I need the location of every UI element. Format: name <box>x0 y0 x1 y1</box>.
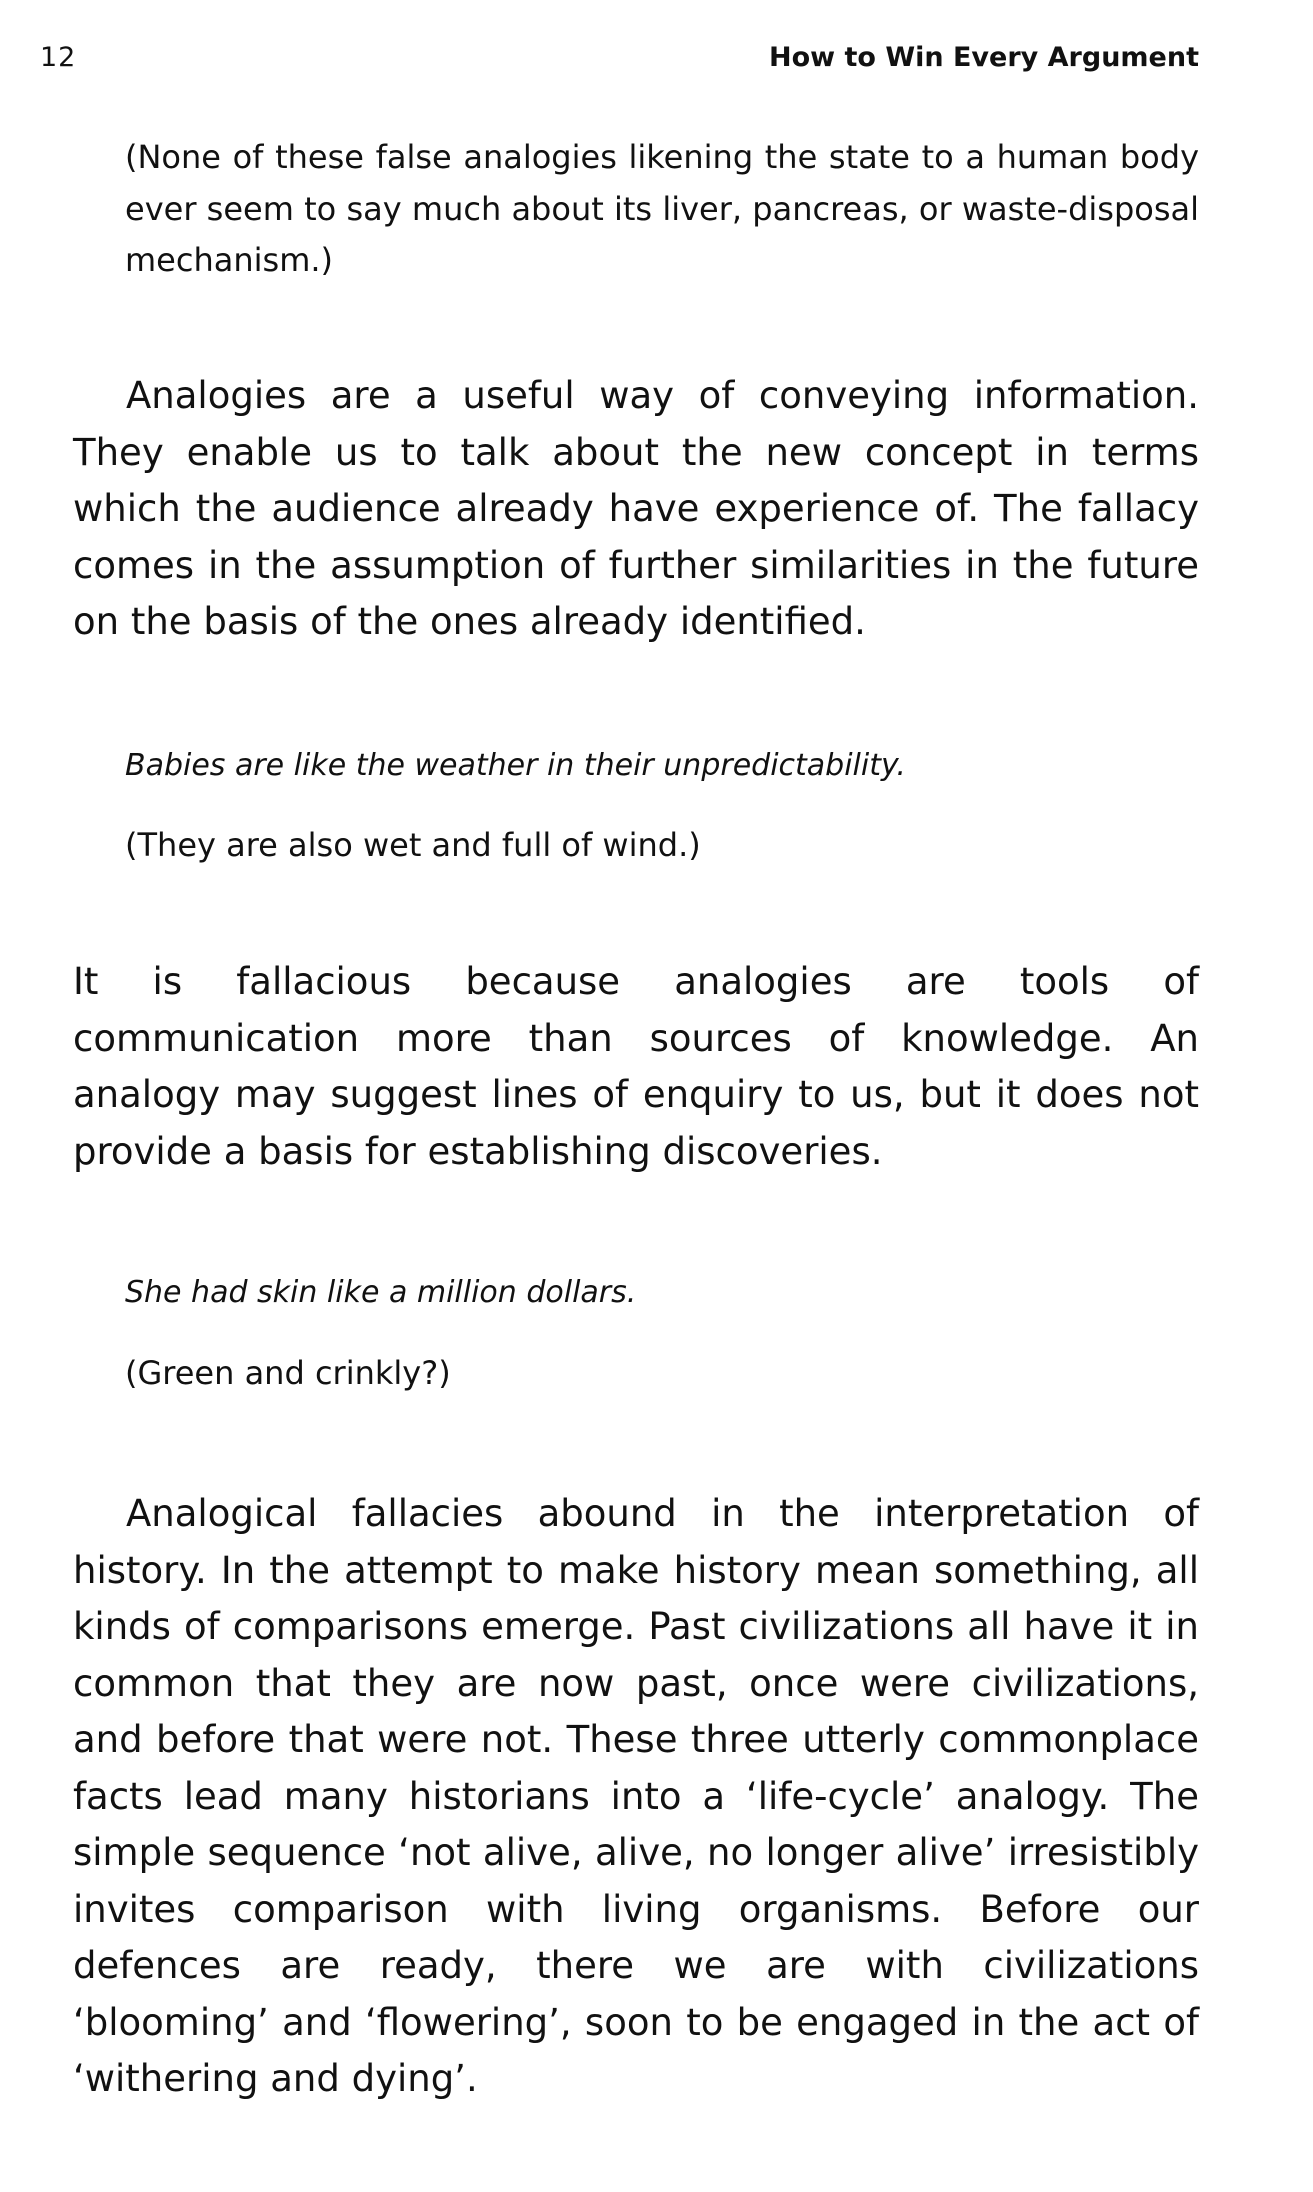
example-comment-2: (Green and crinkly?) <box>125 1354 451 1392</box>
aside-note <box>125 132 1199 287</box>
body-paragraph-2 <box>73 954 1199 1180</box>
aside-note-text: (None of these false analogies likening the state to a human body ever seem to say much about its liver, pancreas, or waste-disposal mechanism.) <box>125 138 1199 279</box>
example-quote-2: She had skin like a million dollars. <box>125 1275 637 1310</box>
paragraph-text: Analogical fallacies abound in the interpretation of history. In the attempt to make history mean something, all kinds of comparisons emerge. Past civilizations all have it in common that they are now past, once were civilizations, and before that were not. These three utterly commonplace facts lead many historians into a ‘life-cycle’ analogy. The simple sequence ‘not alive, alive, no longer alive’ irresistibly invites comparison with living organisms. Before our defences are ready, there we are with civilizations ‘blooming’ and ‘flowering’, soon to be engaged in the act of ‘withering and dying’. <box>73 1492 1199 2100</box>
example-quote-1: Babies are like the weather in their unpredictability. <box>125 748 906 783</box>
running-head-title: How to Win Every Argument <box>768 42 1199 73</box>
body-paragraph-1 <box>73 368 1199 651</box>
body-paragraph-3 <box>73 1486 1199 2108</box>
paragraph-text: Analogies are a useful way of conveying information. They enable us to talk about the new concept in terms which the audience already have experience of. The fallacy comes in the assumption of further similarities in the future on the basis of the ones already identified. <box>73 374 1199 643</box>
example-comment-1: (They are also wet and full of wind.) <box>125 826 701 864</box>
paragraph-text: It is fallacious because analogies are tools of communication more than sources of knowledge. An analogy may suggest lines of enquiry to us, but it does not provide a basis for establishing discoveries. <box>73 960 1199 1173</box>
page-number: 12 <box>40 42 77 73</box>
